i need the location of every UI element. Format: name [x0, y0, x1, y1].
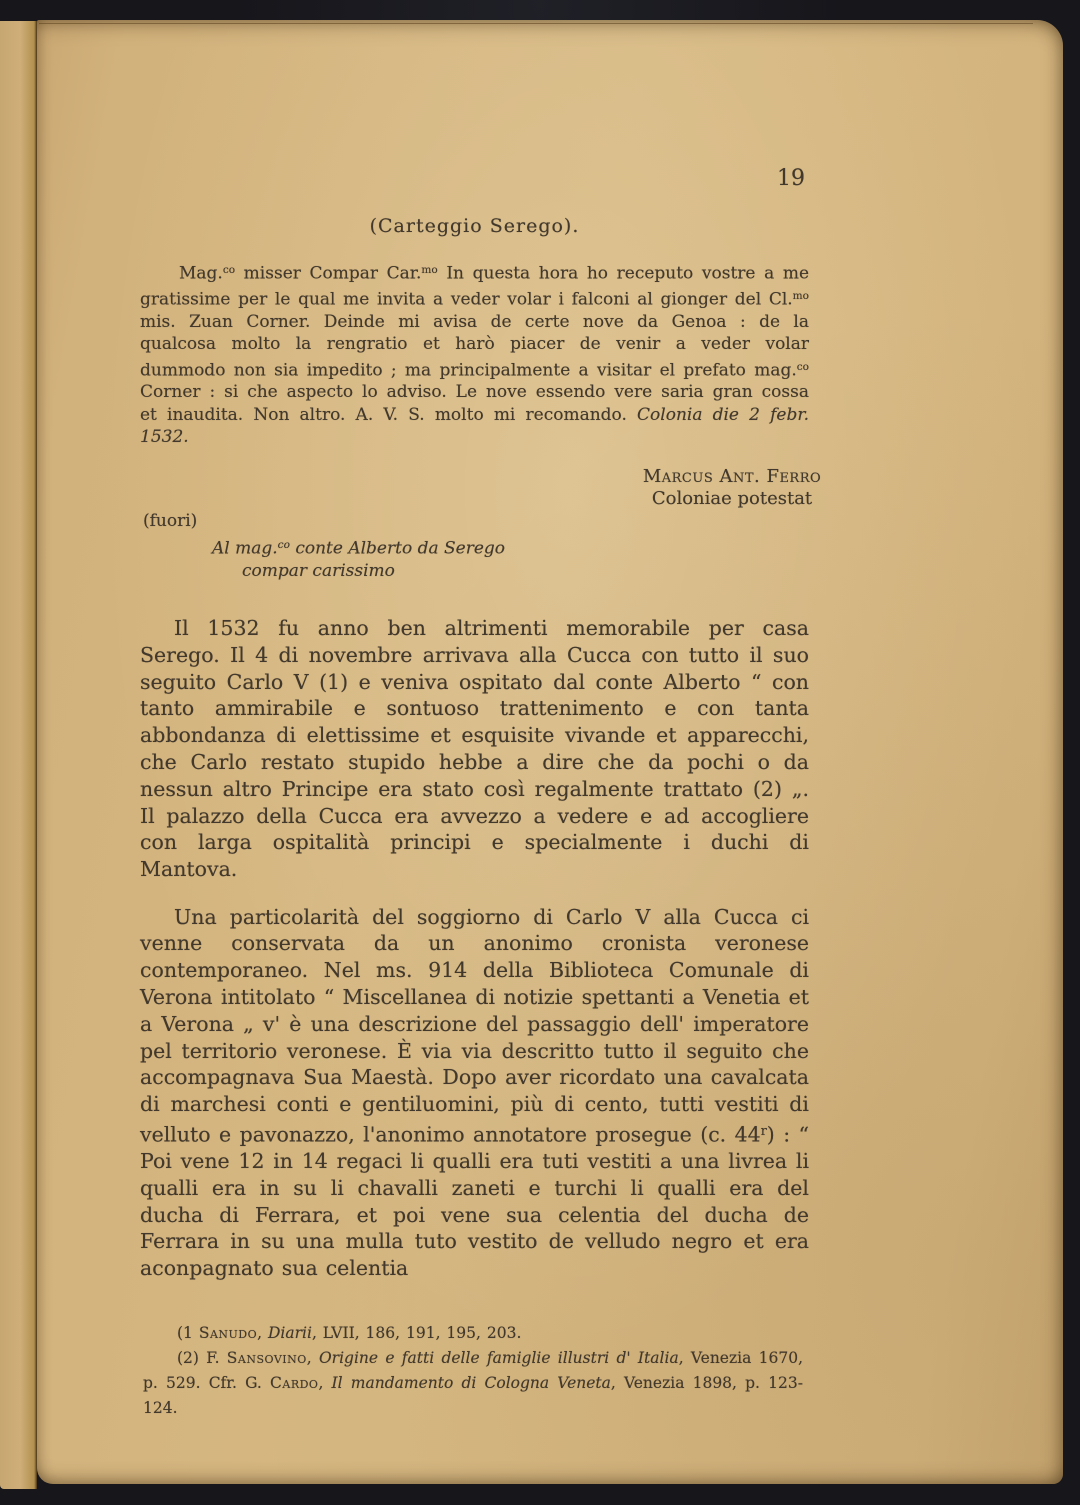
essay-paragraph-2: Una particolarità del soggiorno di Carlo V alla Cucca ci venne conservata da un anonimo cronista veronese contemporaneo. Nel ms. 914 della Biblioteca Comunale di Verona intitolato “ Miscellanea di notizie spettanti a Venetia et a Verona „ v' è una descrizione del passaggio dell' imperatore pel territorio veronese. È via via descritto tutto il seguito che accompagnava Sua Maestà. Dopo aver ricordato una cavalcata di marchesi conti e gentiluomini, più di cento, tutti vestiti di velluto e pavonazzo, l'anonimo annotatore prosegue (c. 44$^r$) : “ Poi vene 12 in 14 regaci li qualli era tuti vestiti a una livrea li qualli era in su li chavalli zaneti e turchi li qualli era del ducha di Ferrara, et poi vene sua celentia del ducha de Ferrara in su una mulla tuto vestito de velludo negro et era aconpagnato sua celentia	[140, 904, 809, 1281]
footnote-2: (2) F. Sansovino, Origine e fatti delle famiglie illustri d' Italia, Venezia 1670, p. 529. Cfr. G. Cardo, Il mandamento di Cologna Veneta, Venezia 1898, p. 123-124.	[143, 1349, 803, 1418]
page-content	[140, 20, 822, 1421]
letter-signature	[567, 466, 897, 510]
address-line-2: compar carissimo	[242, 561, 395, 582]
letter-body: Mag.$^{co}$ misser Compar Car.$^{mo}$ In questa hora ho receputo vostre a me gratissime per le qual me invita a veder volar i falconi al gionger del Cl.$^{mo}$ mis. Zuan Corner. Deinde mi avisa de certe nove da Genoa : de la qualcosa molto la rengratio et harò piacer de venir a veder volar dummodo non sia impedito ; ma principalmente a visitar el prefato mag.$^{co}$ Corner : si che aspecto lo adviso. Le nove essendo vere saria gran cossa et inaudita. Non altro. A. V. S. molto mi recomando. Colonia die 2 febr. 1532.	[140, 263, 810, 448]
signature-name: Marcus Ant. Ferro	[642, 465, 822, 487]
essay-paragraph-1: Il 1532 fu anno ben altrimenti memorabile per casa Serego. Il 4 di novembre arrivava alla Cucca con tutto il suo seguito Carlo V (1) e veniva ospitato dal conte Alberto “ con tanto ammirabile e sontuoso trattenimento e con tanta abbondanza di elettissime et esquisite vivande et apparecchi, che Carlo restato stupido hebbe a dire che da pochi o da nessun altro Principe era stato così regalmente trattato (2) „. Il palazzo della Cucca era avvezzo a vedere e ad accogliere con larga ospitalità principi e specialmente i duchi di Mantova.	[140, 616, 809, 882]
letter-address	[140, 534, 809, 583]
signature-title: Coloniae potestat	[651, 487, 813, 509]
page-number: 19	[777, 166, 805, 191]
book-page	[37, 20, 1063, 1484]
fuori-label: (fuori)	[143, 510, 198, 531]
footnotes	[143, 1321, 803, 1421]
address-line-1: Al mag.$^{co}$ conte Alberto da Serego	[212, 538, 506, 559]
section-heading: (Carteggio Serego).	[369, 215, 580, 237]
footnote-1: (1 Sanudo, Diarii, LVII, 186, 191, 195, 203.	[177, 1324, 522, 1343]
facing-page-edge	[0, 21, 37, 1489]
